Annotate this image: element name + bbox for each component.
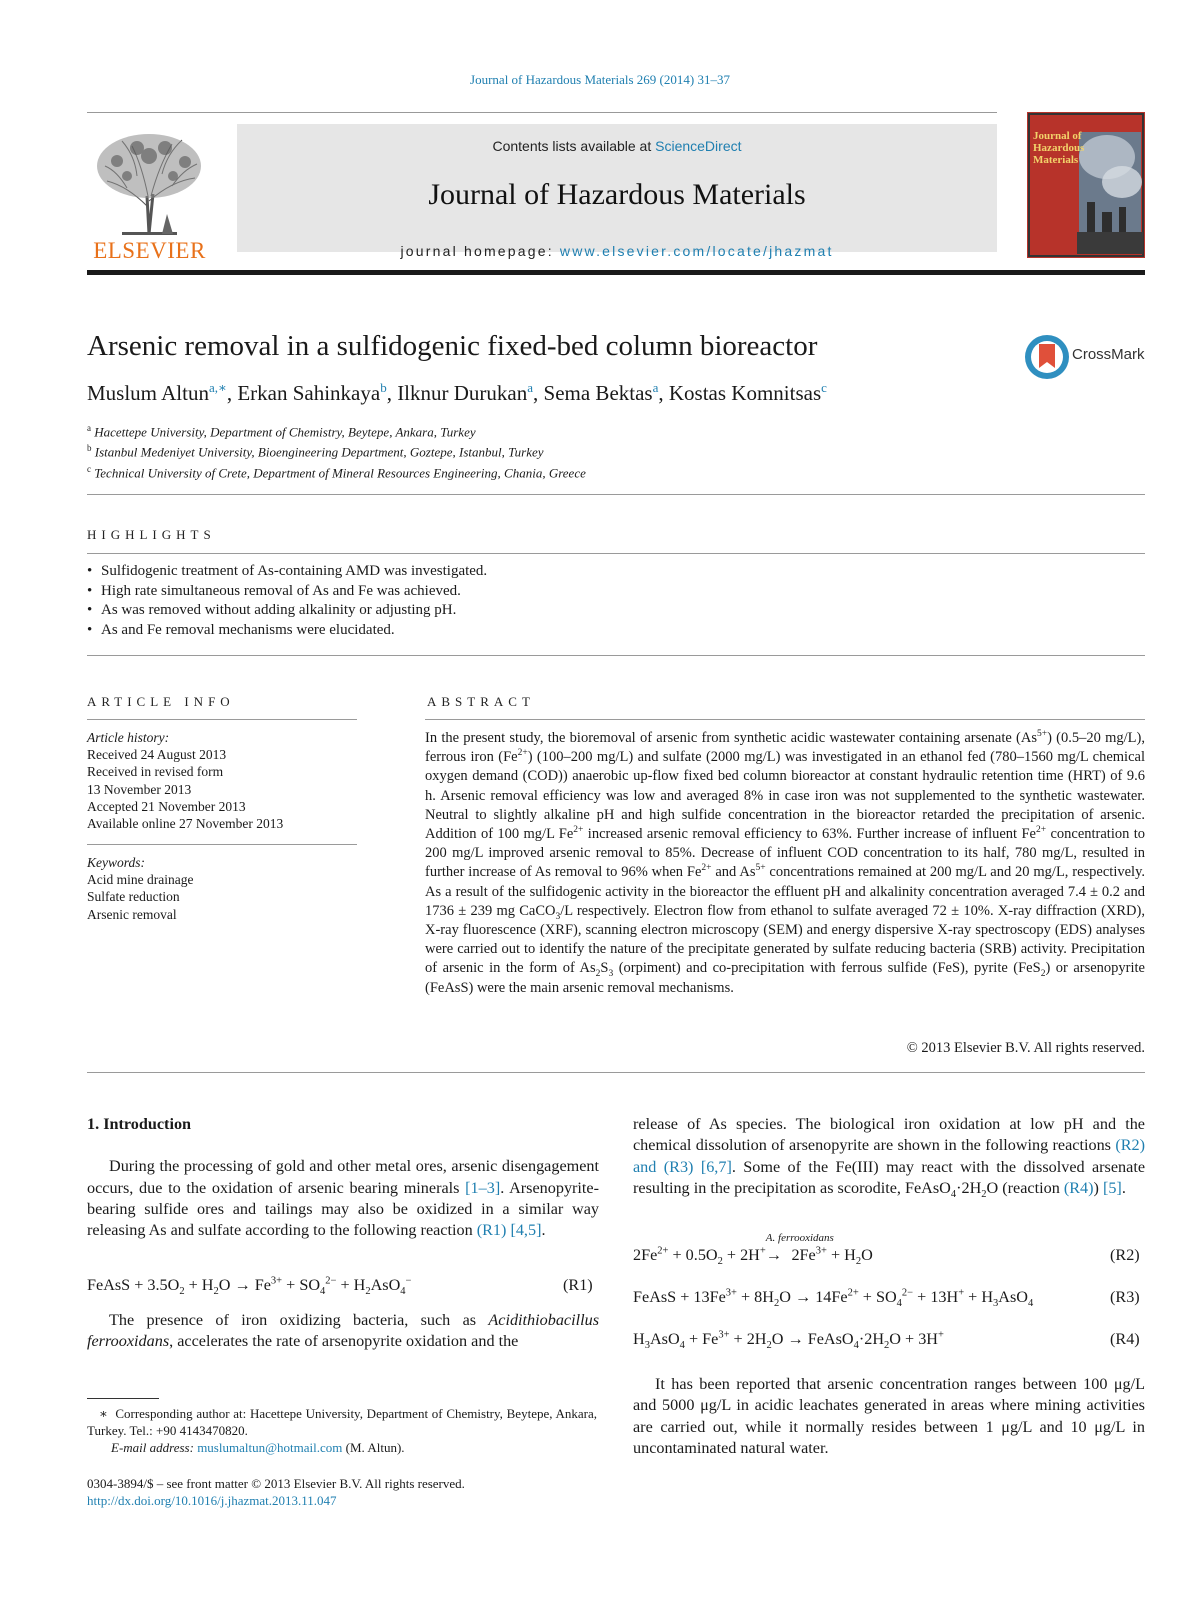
author-separator: , — [658, 381, 669, 405]
author-list — [87, 380, 827, 406]
crossmark-icon — [1024, 334, 1070, 380]
author[interactable] — [87, 381, 237, 405]
species-name: Acidithiobacillus ferrooxidans — [87, 1311, 599, 1351]
abstract-text: In the present study, the bioremoval of arsenic from synthetic acidic wastewater containing arsenate $(As^{5+})$ (0.5–20 mg/L), ferrous iron $(Fe^{2+})$ (100–200 mg/L) and sulfate (2000 mg/L) was investigated in an ethanol fed (780–1560 mg/L chemical oxygen demand (COD)) anaerobic up-flow fixed bed column bioreactor at constant hydraulic retention time (HRT) of 9.6 h. Arsenic removal efficiency was low and averaged 8% in case iron was not supplemented to the synthetic wastewater. Neutral to slightly alkaline pH and high sulfide concentration in the bioreactor retarded the precipitation of arsenic. Addition of 100 mg/L $Fe^{2+}$ increased arsenic removal efficiency to 63%. Further increase of influent $Fe^{2+}$ concentration to 200 mg/L improved arsenic removal to 85%. Decrease of influent COD concentration to its half, 780 mg/L, resulted in further increase of As removal to 96% when $Fe^{2+}$ and $As^{5+}$ concentrations remained at 200 mg/L and 20 mg/L, respectively. As a result of the sulfidogenic activity in the bioreactor the effluent pH and alkalinity concentration averaged 7.4 ± 0.2 and 1736 ± 239 mg CaCO$_3$/L respectively. Electron flow from ethanol to sulfate averaged 72 ± 10%. X-ray diffraction (XRD), X-ray fluorescence (XRF), scanning electron microscopy (SEM) and energy dispersive X-ray spectroscopy (EDS) analyses were carried out to identify the nature of the precipitate generated by sulfate reducing bacteria (SRB) activity. Precipitation of arsenic in the form of $As_2S_3$ (orpiment) and co-precipitation with ferrous sulfide (FeS), pyrite (FeS$_2$) or arsenopyrite (FeAsS) were the main arsenic removal mechanisms. — [425, 729, 1146, 996]
author-affiliation-mark[interactable]: a — [652, 380, 659, 395]
affiliations — [87, 420, 586, 481]
introduction-left-column-cont — [87, 1310, 599, 1353]
affiliation-text: Hacettepe University, Department of Chemistry, Beytepe, Ankara, Turkey — [94, 424, 476, 440]
keyword: Arsenic removal — [87, 906, 177, 922]
keywords — [87, 854, 357, 923]
email-suffix: (M. Altun). — [342, 1440, 405, 1455]
homepage-prefix: journal homepage: — [400, 243, 560, 259]
author[interactable] — [237, 381, 397, 405]
highlight-item: • High rate simultaneous removal of As and Fe was achieved. — [87, 582, 487, 602]
author[interactable] — [397, 381, 543, 405]
elsevier-wordmark: ELSEVIER — [93, 238, 206, 263]
journal-masthead — [87, 112, 1145, 262]
issn-line: 0304-3894/$ – see front matter © 2013 Elsevier B.V. All rights reserved. — [87, 1476, 465, 1491]
divider — [87, 844, 357, 845]
author-name: Kostas Komnitsas — [668, 381, 822, 405]
keyword: Sulfate reduction — [87, 889, 180, 905]
homepage-link[interactable]: www.elsevier.com/locate/jhazmat — [559, 243, 834, 259]
equation-label: (R4) — [1110, 1330, 1140, 1348]
footnote-rule — [87, 1398, 159, 1399]
sciencedirect-link[interactable]: ScienceDirect — [655, 138, 742, 154]
contents-prefix: Contents lists available at — [492, 138, 656, 154]
reaction-link[interactable]: (R2) and (R3) — [633, 1136, 1145, 1176]
email-link[interactable]: muslumaltun@hotmail.com — [197, 1440, 343, 1455]
paragraph: release of As species. The biological iron oxidation at low pH and the chemical dissolution of arsenopyrite are shown in the following reactions (R2) and (R3) [6,7]. Some of the Fe(III) may react with the dissolved arsenate resulting in the precipitation as scorodite, $FeAsO_4\cdot 2H_2O$ (reaction (R4)) [5]. — [633, 1115, 1146, 1201]
affiliation-mark: a — [87, 423, 91, 433]
doi-link[interactable]: http://dx.doi.org/10.1016/j.jhazmat.2013.11.047 — [87, 1493, 337, 1508]
author-affiliation-mark[interactable]: c — [821, 380, 827, 395]
abstract-heading: ABSTRACT — [427, 694, 535, 709]
introduction-left-column — [87, 1114, 599, 1241]
author-name: Sema Bektas — [543, 381, 653, 405]
affiliation-mark: b — [87, 443, 92, 454]
equation-label: (R1) — [563, 1276, 593, 1294]
author-separator: , — [386, 381, 398, 405]
reference-link[interactable]: [4,5] — [510, 1221, 542, 1240]
paragraph: It has been reported that arsenic concentration ranges between 100 μg/L and 5000 μg/L in acidic leachates generated in areas where mining activities are carried out, while it normally resides between 1 μg/L and 10 μg/L in uncontaminated natural water. — [633, 1375, 1145, 1457]
divider — [87, 494, 1145, 495]
section-heading: 1. Introduction — [87, 1115, 192, 1133]
crossmark-label: CrossMark — [1072, 346, 1145, 363]
author[interactable] — [544, 381, 669, 405]
affiliation — [87, 440, 586, 460]
journal-homepage — [237, 243, 997, 259]
journal-citation[interactable]: Journal of Hazardous Materials 269 (2014) 31–37 — [470, 72, 730, 87]
journal-name: Journal of Hazardous Materials — [428, 178, 806, 211]
equation-r2: $2Fe^{2+} + 0.5O_2 + 2H^+$ A. ferrooxidans → $2Fe^{3+} + H_2O$ — [633, 1232, 873, 1268]
paragraph: The presence of iron oxidizing bacteria, such as Acidithiobacillus ferrooxidans, accelerates the rate of arsenopyrite oxidation and the — [87, 1311, 599, 1351]
equation-r4: $H_3AsO_4 + Fe^{3+} + 2H_2O$ → $FeAsO_4\cdot 2H_2O + 3H^+$ — [633, 1329, 944, 1352]
author-affiliation-mark[interactable]: a — [527, 380, 534, 395]
keyword: Acid mine drainage — [87, 872, 194, 888]
journal-banner — [237, 124, 997, 259]
divider — [87, 655, 1145, 656]
highlight-item: • As was removed without adding alkalinity or adjusting pH. — [87, 601, 487, 621]
equation-r1: FeAsS + $3.5O_2 + H_2O \to Fe^{3+} + SO_4^{2-} + H_2AsO_4^-$ — [87, 1275, 412, 1298]
corresponding-author-note — [87, 1405, 597, 1456]
article-info-heading: ARTICLE INFO — [87, 694, 235, 709]
footnote-text: Corresponding author at: Hacettepe University, Department of Chemistry, Beytepe, Ankara, Turkey. Tel.: +90 4143470820. — [87, 1406, 598, 1438]
equation-label: (R3) — [1110, 1288, 1140, 1306]
author-name: Ilknur Durukan — [397, 381, 528, 405]
history-entry: Received in revised form — [87, 764, 224, 780]
author-separator: , — [226, 381, 238, 405]
paragraph: During the processing of gold and other metal ores, arsenic disengagement occurs, due to the oxidation of arsenic bearing minerals [1–3]. Arsenopyrite-bearing sulfide ores and tailings may also be oxidized in a similar way releasing As and sulfate according to the following reaction (R1) [4,5]. — [87, 1157, 599, 1240]
article-history-label: Article history: — [87, 730, 170, 745]
catalyst-label: A. ferrooxidans — [765, 1232, 834, 1244]
equation-label: (R2) — [1110, 1246, 1140, 1264]
highlights-list — [87, 562, 487, 640]
history-entry: Available online 27 November 2013 — [87, 816, 284, 832]
divider — [87, 553, 1145, 554]
masthead-thick-rule — [87, 270, 1145, 275]
affiliation — [87, 461, 586, 481]
footnote-mark: ∗ — [99, 1406, 108, 1421]
journal-cover-thumbnail[interactable] — [1027, 112, 1145, 258]
author[interactable] — [669, 381, 827, 405]
masthead-rule — [87, 112, 997, 113]
author-separator: , — [533, 381, 544, 405]
reference-link[interactable]: [6,7] — [700, 1157, 732, 1176]
cover-title: Journal of Hazardous Materials — [1033, 130, 1085, 166]
highlights-heading: HIGHLIGHTS — [87, 527, 216, 542]
highlight-item: • Sulfidogenic treatment of As-containing AMD was investigated. — [87, 562, 487, 582]
elsevier-logo[interactable] — [87, 126, 212, 263]
divider — [87, 719, 357, 720]
front-matter — [87, 1475, 465, 1509]
article-history — [87, 729, 357, 832]
history-entry: Received 24 August 2013 — [87, 747, 227, 763]
email-label: E-mail address: — [111, 1440, 198, 1455]
divider — [425, 719, 1145, 720]
introduction-right-column — [633, 1114, 1145, 1199]
divider — [87, 1072, 1145, 1073]
equation-r3: FeAsS + $13Fe^{3+} + 8H_2O \to 14Fe^{2+} + SO_4^{2-} + 13H^+ + H_3AsO_4$ — [633, 1287, 1034, 1310]
abstract-copyright: © 2013 Elsevier B.V. All rights reserved. — [906, 1040, 1145, 1056]
affiliation-text: Istanbul Medeniyet University, Bioengineering Department, Goztepe, Istanbul, Turkey — [94, 444, 544, 460]
reference-link[interactable]: [1–3] — [465, 1178, 501, 1197]
author-affiliation-mark[interactable]: a,∗ — [208, 380, 227, 395]
affiliation — [87, 420, 586, 440]
author-name: Muslum Altun — [87, 381, 209, 405]
keywords-label: Keywords: — [87, 855, 145, 870]
reaction-link[interactable]: (R1) — [476, 1221, 507, 1240]
reference-link[interactable]: [5] — [1102, 1178, 1122, 1197]
article-title: Arsenic removal in a sulfidogenic fixed-bed column bioreactor — [87, 330, 818, 362]
reaction-link[interactable]: (R4) — [1063, 1178, 1094, 1197]
author-name: Erkan Sahinkaya — [237, 381, 381, 405]
introduction-right-column-cont — [633, 1374, 1145, 1459]
affiliation-text: Technical University of Crete, Department of Mineral Resources Engineering, Chania, Greece — [94, 464, 586, 480]
crossmark-badge[interactable] — [1024, 332, 1146, 384]
history-entry: 13 November 2013 — [87, 781, 192, 797]
affiliation-mark: c — [87, 463, 91, 474]
contents-line — [237, 138, 997, 154]
history-entry: Accepted 21 November 2013 — [87, 798, 246, 814]
highlight-item: • As and Fe removal mechanisms were elucidated. — [87, 621, 487, 641]
author-affiliation-mark[interactable]: b — [380, 380, 387, 395]
